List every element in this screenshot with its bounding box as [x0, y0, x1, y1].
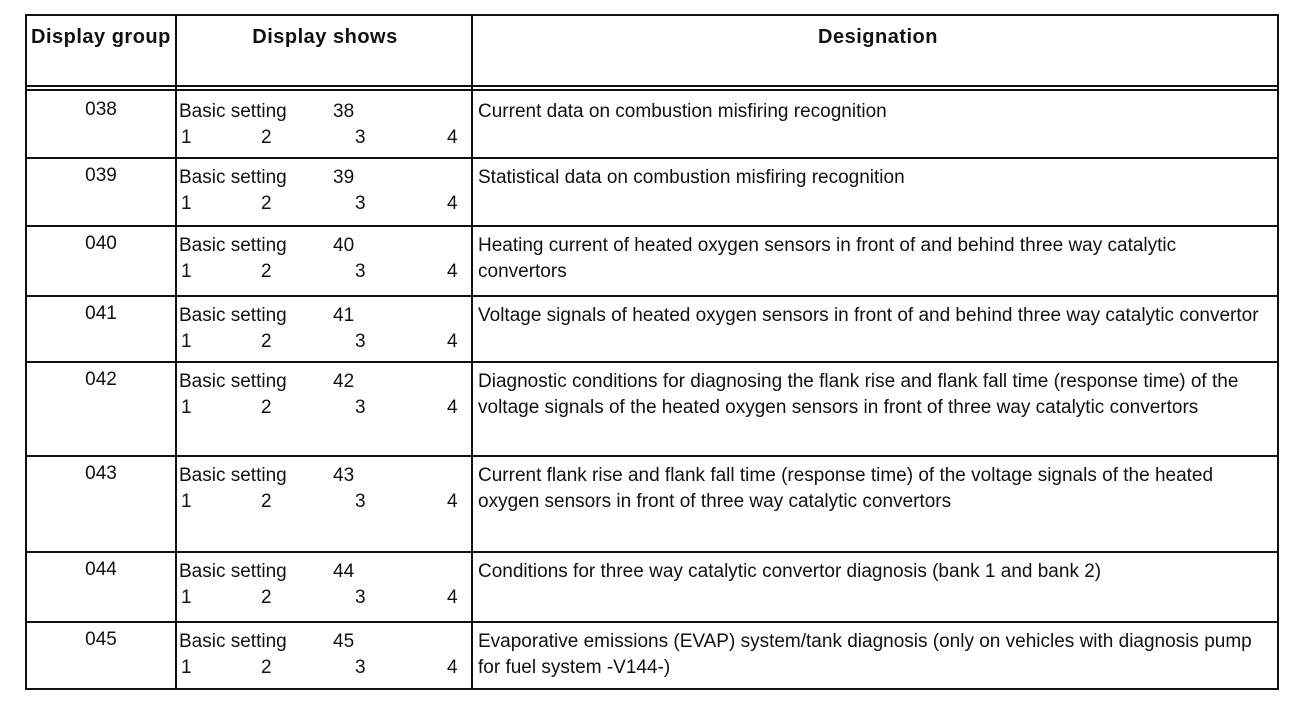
display-shows-cell	[179, 233, 465, 285]
field-4: 4	[447, 193, 458, 214]
display-group-number: 044	[85, 559, 117, 580]
display-shows-cell	[179, 629, 465, 681]
field-3: 3	[355, 193, 366, 214]
setting-label: Basic setting	[179, 631, 287, 652]
field-3: 3	[355, 587, 366, 608]
designation-cell: Statistical data on combustion misfiring recognition	[478, 167, 905, 188]
field-1: 1	[181, 587, 192, 608]
field-3: 3	[355, 491, 366, 512]
setting-label: Basic setting	[179, 465, 287, 486]
table-row	[27, 297, 1277, 363]
table-row	[27, 457, 1277, 553]
table-header	[27, 16, 1277, 87]
field-3: 3	[355, 331, 366, 352]
setting-number: 38	[333, 101, 355, 122]
table-row	[27, 93, 1277, 159]
setting-number: 41	[333, 305, 355, 326]
field-1: 1	[181, 657, 192, 678]
field-2: 2	[261, 491, 272, 512]
display-group-table	[25, 14, 1279, 690]
field-1: 1	[181, 397, 192, 418]
setting-number: 40	[333, 235, 355, 256]
field-4: 4	[447, 397, 458, 418]
display-group-number: 039	[85, 165, 117, 186]
field-3: 3	[355, 397, 366, 418]
field-4: 4	[447, 491, 458, 512]
table-row	[27, 159, 1277, 227]
display-shows-cell	[179, 165, 465, 217]
designation-cell: Current flank rise and flank fall time (response time) of the voltage signals of the heated oxygen sensors in front of three way catalytic convertors	[478, 465, 1214, 512]
field-1: 1	[181, 127, 192, 148]
display-group-number: 043	[85, 463, 117, 484]
field-2: 2	[261, 397, 272, 418]
display-group-number: 040	[85, 233, 117, 254]
header-display-shows: Display shows	[252, 26, 398, 48]
header-divider	[27, 87, 1277, 91]
designation-cell: Diagnostic conditions for diagnosing the flank rise and flank fall time (response time) of the voltage signals of the heated oxygen sensors in front of three way catalytic convertors	[478, 371, 1239, 418]
field-2: 2	[261, 587, 272, 608]
display-shows-cell	[179, 559, 465, 611]
display-group-number: 042	[85, 369, 117, 390]
setting-number: 43	[333, 465, 355, 486]
table-row	[27, 623, 1277, 690]
field-2: 2	[261, 657, 272, 678]
setting-number: 42	[333, 371, 355, 392]
table-row	[27, 227, 1277, 297]
table-row	[27, 553, 1277, 623]
header-designation: Designation	[818, 26, 938, 48]
setting-label: Basic setting	[179, 561, 287, 582]
field-3: 3	[355, 657, 366, 678]
field-2: 2	[261, 261, 272, 282]
field-4: 4	[447, 657, 458, 678]
setting-number: 39	[333, 167, 355, 188]
display-group-number: 041	[85, 303, 117, 324]
designation-cell: Voltage signals of heated oxygen sensors in front of and behind three way catalytic convertor	[478, 305, 1259, 326]
field-4: 4	[447, 331, 458, 352]
display-shows-cell	[179, 99, 465, 151]
display-shows-cell	[179, 369, 465, 421]
field-1: 1	[181, 193, 192, 214]
field-2: 2	[261, 331, 272, 352]
field-1: 1	[181, 331, 192, 352]
field-4: 4	[447, 587, 458, 608]
table-row	[27, 363, 1277, 457]
setting-label: Basic setting	[179, 305, 287, 326]
setting-label: Basic setting	[179, 101, 287, 122]
field-3: 3	[355, 261, 366, 282]
header-display-group: Display group	[31, 26, 171, 48]
field-2: 2	[261, 127, 272, 148]
display-shows-cell	[179, 463, 465, 515]
designation-cell: Heating current of heated oxygen sensors in front of and behind three way catalytic convertors	[478, 235, 1177, 282]
display-shows-cell	[179, 303, 465, 355]
setting-number: 45	[333, 631, 355, 652]
designation-cell: Current data on combustion misfiring recognition	[478, 101, 887, 122]
designation-cell: Conditions for three way catalytic convertor diagnosis (bank 1 and bank 2)	[478, 561, 1102, 582]
display-group-number: 038	[85, 99, 117, 120]
field-4: 4	[447, 127, 458, 148]
field-1: 1	[181, 491, 192, 512]
designation-cell: Evaporative emissions (EVAP) system/tank diagnosis (only on vehicles with diagnosis pump for fuel system -V144-)	[478, 631, 1252, 678]
display-group-number: 045	[85, 629, 117, 650]
setting-label: Basic setting	[179, 235, 287, 256]
field-2: 2	[261, 193, 272, 214]
field-3: 3	[355, 127, 366, 148]
setting-label: Basic setting	[179, 371, 287, 392]
setting-number: 44	[333, 561, 355, 582]
setting-label: Basic setting	[179, 167, 287, 188]
field-1: 1	[181, 261, 192, 282]
field-4: 4	[447, 261, 458, 282]
